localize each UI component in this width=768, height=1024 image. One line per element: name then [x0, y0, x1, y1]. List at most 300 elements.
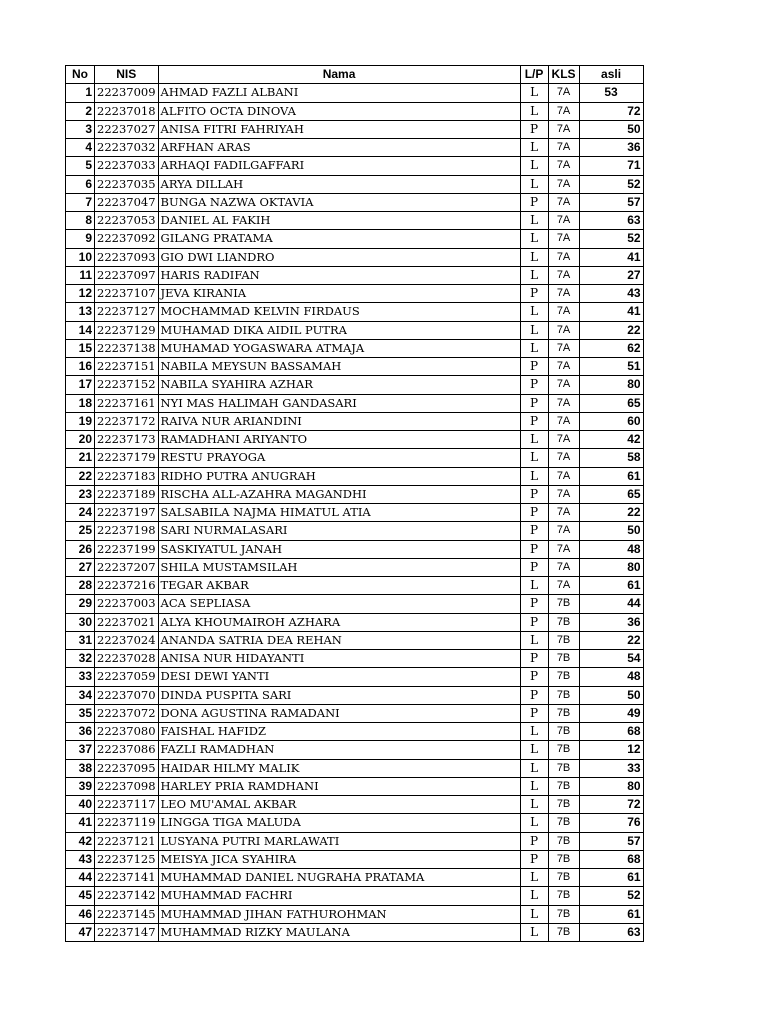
- cell-no: 2: [66, 102, 95, 120]
- cell-nama: MEISYA JICA SYAHIRA: [158, 850, 520, 868]
- cell-no: 32: [66, 650, 95, 668]
- table-row: [66, 814, 644, 832]
- table-row: [66, 577, 644, 595]
- cell-no: 38: [66, 759, 95, 777]
- table-row: [66, 558, 644, 576]
- cell-nama: BUNGA NAZWA OKTAVIA: [158, 193, 520, 211]
- cell-lp: P: [520, 504, 548, 522]
- table-row: [66, 905, 644, 923]
- cell-lp: L: [520, 869, 548, 887]
- cell-asli: 41: [579, 303, 643, 321]
- cell-nis: 22237151: [95, 358, 159, 376]
- table-row: [66, 540, 644, 558]
- cell-asli: 22: [579, 504, 643, 522]
- cell-lp: L: [520, 577, 548, 595]
- cell-nis: 22237121: [95, 832, 159, 850]
- cell-kls: 7A: [548, 449, 579, 467]
- cell-asli: 53: [579, 84, 643, 102]
- cell-asli: 50: [579, 120, 643, 138]
- cell-nama: MUHAMMAD DANIEL NUGRAHA PRATAMA: [158, 869, 520, 887]
- table-row: [66, 303, 644, 321]
- cell-nama: SHILA MUSTAMSILAH: [158, 558, 520, 576]
- header-row: [66, 66, 644, 84]
- cell-no: 6: [66, 175, 95, 193]
- cell-asli: 22: [579, 321, 643, 339]
- cell-no: 47: [66, 923, 95, 941]
- cell-nis: 22237059: [95, 668, 159, 686]
- cell-asli: 44: [579, 595, 643, 613]
- cell-asli: 57: [579, 832, 643, 850]
- cell-lp: L: [520, 339, 548, 357]
- student-score-table: [65, 65, 644, 942]
- cell-no: 44: [66, 869, 95, 887]
- cell-nis: 22237070: [95, 686, 159, 704]
- cell-no: 19: [66, 412, 95, 430]
- cell-no: 13: [66, 303, 95, 321]
- cell-no: 45: [66, 887, 95, 905]
- cell-lp: P: [520, 193, 548, 211]
- cell-lp: L: [520, 814, 548, 832]
- cell-lp: L: [520, 266, 548, 284]
- cell-lp: P: [520, 613, 548, 631]
- cell-no: 30: [66, 613, 95, 631]
- cell-asli: 60: [579, 412, 643, 430]
- cell-nis: 22237097: [95, 266, 159, 284]
- cell-kls: 7B: [548, 723, 579, 741]
- cell-nama: HARLEY PRIA RAMDHANI: [158, 777, 520, 795]
- cell-kls: 7B: [548, 668, 579, 686]
- header-nis: NIS: [95, 66, 159, 84]
- cell-nama: ANISA FITRI FAHRIYAH: [158, 120, 520, 138]
- cell-nama: JEVA KIRANIA: [158, 285, 520, 303]
- cell-lp: P: [520, 540, 548, 558]
- cell-asli: 50: [579, 522, 643, 540]
- cell-asli: 72: [579, 796, 643, 814]
- table-row: [66, 485, 644, 503]
- cell-asli: 36: [579, 139, 643, 157]
- cell-kls: 7A: [548, 376, 579, 394]
- cell-nis: 22237147: [95, 923, 159, 941]
- table-row: [66, 449, 644, 467]
- cell-asli: 63: [579, 212, 643, 230]
- cell-nis: 22237183: [95, 467, 159, 485]
- cell-lp: L: [520, 431, 548, 449]
- table-row: [66, 120, 644, 138]
- cell-nis: 22237161: [95, 394, 159, 412]
- cell-kls: 7B: [548, 777, 579, 795]
- cell-no: 46: [66, 905, 95, 923]
- cell-kls: 7A: [548, 412, 579, 430]
- cell-no: 23: [66, 485, 95, 503]
- cell-lp: L: [520, 467, 548, 485]
- cell-kls: 7A: [548, 522, 579, 540]
- cell-no: 14: [66, 321, 95, 339]
- cell-asli: 33: [579, 759, 643, 777]
- cell-asli: 72: [579, 102, 643, 120]
- cell-lp: P: [520, 704, 548, 722]
- cell-asli: 43: [579, 285, 643, 303]
- cell-nis: 22237145: [95, 905, 159, 923]
- cell-no: 43: [66, 850, 95, 868]
- cell-lp: L: [520, 230, 548, 248]
- cell-nama: NYI MAS HALIMAH GANDASARI: [158, 394, 520, 412]
- cell-lp: P: [520, 394, 548, 412]
- cell-kls: 7B: [548, 832, 579, 850]
- cell-asli: 65: [579, 394, 643, 412]
- cell-nama: RAMADHANI ARIYANTO: [158, 431, 520, 449]
- cell-asli: 62: [579, 339, 643, 357]
- cell-nama: SASKIYATUL JANAH: [158, 540, 520, 558]
- cell-lp: L: [520, 321, 548, 339]
- cell-kls: 7A: [548, 358, 579, 376]
- cell-lp: L: [520, 84, 548, 102]
- cell-asli: 61: [579, 467, 643, 485]
- cell-no: 42: [66, 832, 95, 850]
- cell-nama: RIDHO PUTRA ANUGRAH: [158, 467, 520, 485]
- cell-kls: 7B: [548, 850, 579, 868]
- header-lp: L/P: [520, 66, 548, 84]
- cell-kls: 7B: [548, 741, 579, 759]
- cell-nis: 22237028: [95, 650, 159, 668]
- cell-kls: 7A: [548, 504, 579, 522]
- table-row: [66, 321, 644, 339]
- cell-nama: MUHAMAD YOGASWARA ATMAJA: [158, 339, 520, 357]
- cell-nama: FAISHAL HAFIDZ: [158, 723, 520, 741]
- cell-no: 21: [66, 449, 95, 467]
- cell-kls: 7A: [548, 248, 579, 266]
- cell-kls: 7B: [548, 796, 579, 814]
- cell-nama: FAZLI RAMADHAN: [158, 741, 520, 759]
- cell-no: 12: [66, 285, 95, 303]
- cell-kls: 7B: [548, 814, 579, 832]
- cell-no: 35: [66, 704, 95, 722]
- cell-lp: P: [520, 558, 548, 576]
- cell-asli: 41: [579, 248, 643, 266]
- cell-nama: MUHAMAD DIKA AIDIL PUTRA: [158, 321, 520, 339]
- cell-asli: 27: [579, 266, 643, 284]
- cell-kls: 7A: [548, 485, 579, 503]
- cell-nama: LINGGA TIGA MALUDA: [158, 814, 520, 832]
- cell-nama: MUHAMMAD RIZKY MAULANA: [158, 923, 520, 941]
- cell-nis: 22237152: [95, 376, 159, 394]
- cell-nis: 22237009: [95, 84, 159, 102]
- cell-nama: ALYA KHOUMAIROH AZHARA: [158, 613, 520, 631]
- cell-nis: 22237072: [95, 704, 159, 722]
- cell-asli: 48: [579, 668, 643, 686]
- cell-nis: 22237141: [95, 869, 159, 887]
- cell-nama: ALFITO OCTA DINOVA: [158, 102, 520, 120]
- cell-no: 33: [66, 668, 95, 686]
- cell-asli: 52: [579, 230, 643, 248]
- table-row: [66, 923, 644, 941]
- table-row: [66, 686, 644, 704]
- cell-kls: 7A: [548, 467, 579, 485]
- cell-no: 37: [66, 741, 95, 759]
- cell-nis: 22237198: [95, 522, 159, 540]
- cell-no: 3: [66, 120, 95, 138]
- cell-kls: 7B: [548, 923, 579, 941]
- cell-kls: 7A: [548, 102, 579, 120]
- cell-asli: 50: [579, 686, 643, 704]
- cell-lp: L: [520, 212, 548, 230]
- cell-asli: 58: [579, 449, 643, 467]
- cell-nis: 22237098: [95, 777, 159, 795]
- cell-lp: P: [520, 522, 548, 540]
- cell-nis: 22237095: [95, 759, 159, 777]
- cell-nis: 22237024: [95, 631, 159, 649]
- cell-asli: 61: [579, 869, 643, 887]
- cell-kls: 7B: [548, 704, 579, 722]
- table-row: [66, 230, 644, 248]
- table-row: [66, 613, 644, 631]
- cell-nama: SALSABILA NAJMA HIMATUL ATIA: [158, 504, 520, 522]
- cell-nama: HARIS RADIFAN: [158, 266, 520, 284]
- cell-nis: 22237047: [95, 193, 159, 211]
- cell-nis: 22237129: [95, 321, 159, 339]
- cell-nama: RISCHA ALL-AZAHRA MAGANDHI: [158, 485, 520, 503]
- cell-nis: 22237035: [95, 175, 159, 193]
- cell-lp: L: [520, 741, 548, 759]
- cell-lp: P: [520, 358, 548, 376]
- table-row: [66, 741, 644, 759]
- cell-nama: AHMAD FAZLI ALBANI: [158, 84, 520, 102]
- cell-nis: 22237093: [95, 248, 159, 266]
- cell-nis: 22237138: [95, 339, 159, 357]
- cell-kls: 7A: [548, 577, 579, 595]
- cell-asli: 54: [579, 650, 643, 668]
- header-asli: asli: [579, 66, 643, 84]
- cell-no: 17: [66, 376, 95, 394]
- cell-asli: 42: [579, 431, 643, 449]
- cell-kls: 7A: [548, 175, 579, 193]
- cell-no: 40: [66, 796, 95, 814]
- table-row: [66, 84, 644, 102]
- header-no: No: [66, 66, 95, 84]
- cell-nis: 22237119: [95, 814, 159, 832]
- cell-no: 41: [66, 814, 95, 832]
- cell-asli: 48: [579, 540, 643, 558]
- cell-lp: L: [520, 139, 548, 157]
- cell-lp: L: [520, 923, 548, 941]
- cell-nis: 22237207: [95, 558, 159, 576]
- cell-nama: LEO MU'AMAL AKBAR: [158, 796, 520, 814]
- table-row: [66, 777, 644, 795]
- cell-no: 5: [66, 157, 95, 175]
- cell-nis: 22237003: [95, 595, 159, 613]
- table-row: [66, 157, 644, 175]
- cell-no: 9: [66, 230, 95, 248]
- cell-nis: 22237033: [95, 157, 159, 175]
- cell-nama: ARFHAN ARAS: [158, 139, 520, 157]
- cell-no: 22: [66, 467, 95, 485]
- table-row: [66, 339, 644, 357]
- table-row: [66, 887, 644, 905]
- table-row: [66, 704, 644, 722]
- table-row: [66, 467, 644, 485]
- cell-asli: 80: [579, 777, 643, 795]
- cell-no: 4: [66, 139, 95, 157]
- table-row: [66, 175, 644, 193]
- cell-lp: P: [520, 832, 548, 850]
- cell-kls: 7A: [548, 84, 579, 102]
- cell-nama: ARYA DILLAH: [158, 175, 520, 193]
- cell-nama: TEGAR AKBAR: [158, 577, 520, 595]
- table-row: [66, 832, 644, 850]
- cell-no: 7: [66, 193, 95, 211]
- table-row: [66, 212, 644, 230]
- cell-nama: DESI DEWI YANTI: [158, 668, 520, 686]
- cell-nama: DINDA PUSPITA SARI: [158, 686, 520, 704]
- cell-no: 8: [66, 212, 95, 230]
- cell-lp: L: [520, 887, 548, 905]
- cell-no: 26: [66, 540, 95, 558]
- table-row: [66, 102, 644, 120]
- cell-nis: 22237125: [95, 850, 159, 868]
- cell-no: 15: [66, 339, 95, 357]
- cell-nama: DANIEL AL FAKIH: [158, 212, 520, 230]
- cell-asli: 80: [579, 558, 643, 576]
- cell-no: 27: [66, 558, 95, 576]
- cell-nis: 22237189: [95, 485, 159, 503]
- cell-lp: P: [520, 285, 548, 303]
- cell-nis: 22237199: [95, 540, 159, 558]
- table-row: [66, 412, 644, 430]
- cell-asli: 52: [579, 887, 643, 905]
- cell-nis: 22237080: [95, 723, 159, 741]
- table-row: [66, 595, 644, 613]
- cell-nis: 22237032: [95, 139, 159, 157]
- table-row: [66, 248, 644, 266]
- cell-kls: 7A: [548, 266, 579, 284]
- table-row: [66, 631, 644, 649]
- table-row: [66, 522, 644, 540]
- cell-lp: P: [520, 850, 548, 868]
- cell-kls: 7A: [548, 157, 579, 175]
- cell-lp: L: [520, 631, 548, 649]
- cell-lp: P: [520, 686, 548, 704]
- cell-nis: 22237021: [95, 613, 159, 631]
- cell-nis: 22237086: [95, 741, 159, 759]
- cell-nama: MUHAMMAD JIHAN FATHUROHMAN: [158, 905, 520, 923]
- cell-asli: 68: [579, 850, 643, 868]
- cell-kls: 7A: [548, 212, 579, 230]
- cell-kls: 7A: [548, 431, 579, 449]
- cell-kls: 7B: [548, 759, 579, 777]
- cell-no: 34: [66, 686, 95, 704]
- cell-nis: 22237172: [95, 412, 159, 430]
- cell-lp: L: [520, 303, 548, 321]
- cell-kls: 7B: [548, 650, 579, 668]
- cell-asli: 71: [579, 157, 643, 175]
- cell-no: 20: [66, 431, 95, 449]
- cell-nama: RAIVA NUR ARIANDINI: [158, 412, 520, 430]
- cell-nis: 22237216: [95, 577, 159, 595]
- cell-asli: 51: [579, 358, 643, 376]
- cell-nama: GILANG PRATAMA: [158, 230, 520, 248]
- cell-kls: 7A: [548, 139, 579, 157]
- cell-no: 39: [66, 777, 95, 795]
- cell-lp: L: [520, 157, 548, 175]
- cell-kls: 7A: [548, 339, 579, 357]
- cell-nis: 22237197: [95, 504, 159, 522]
- cell-asli: 63: [579, 923, 643, 941]
- cell-nama: GIO DWI LIANDRO: [158, 248, 520, 266]
- cell-lp: L: [520, 449, 548, 467]
- cell-nis: 22237127: [95, 303, 159, 321]
- table-row: [66, 193, 644, 211]
- cell-asli: 61: [579, 905, 643, 923]
- cell-kls: 7A: [548, 321, 579, 339]
- cell-no: 28: [66, 577, 95, 595]
- cell-nama: ACA SEPLIASA: [158, 595, 520, 613]
- cell-nis: 22237092: [95, 230, 159, 248]
- table-row: [66, 139, 644, 157]
- table-row: [66, 431, 644, 449]
- cell-no: 29: [66, 595, 95, 613]
- cell-kls: 7A: [548, 230, 579, 248]
- table-row: [66, 723, 644, 741]
- cell-nama: NABILA SYAHIRA AZHAR: [158, 376, 520, 394]
- cell-nama: ANISA NUR HIDAYANTI: [158, 650, 520, 668]
- cell-asli: 52: [579, 175, 643, 193]
- table-row: [66, 285, 644, 303]
- table-row: [66, 650, 644, 668]
- cell-lp: L: [520, 759, 548, 777]
- cell-lp: L: [520, 796, 548, 814]
- table-row: [66, 376, 644, 394]
- cell-no: 18: [66, 394, 95, 412]
- cell-asli: 61: [579, 577, 643, 595]
- cell-nama: ARHAQI FADILGAFFARI: [158, 157, 520, 175]
- table-row: [66, 394, 644, 412]
- cell-asli: 65: [579, 485, 643, 503]
- cell-lp: L: [520, 102, 548, 120]
- cell-lp: L: [520, 777, 548, 795]
- cell-kls: 7A: [548, 394, 579, 412]
- cell-kls: 7B: [548, 869, 579, 887]
- cell-kls: 7A: [548, 285, 579, 303]
- cell-nama: HAIDAR HILMY MALIK: [158, 759, 520, 777]
- cell-lp: L: [520, 723, 548, 741]
- cell-asli: 36: [579, 613, 643, 631]
- table-row: [66, 504, 644, 522]
- cell-nis: 22237107: [95, 285, 159, 303]
- cell-lp: P: [520, 485, 548, 503]
- cell-nama: ANANDA SATRIA DEA REHAN: [158, 631, 520, 649]
- cell-nama: NABILA MEYSUN BASSAMAH: [158, 358, 520, 376]
- cell-no: 10: [66, 248, 95, 266]
- cell-nama: DONA AGUSTINA RAMADANI: [158, 704, 520, 722]
- header-nama: Nama: [158, 66, 520, 84]
- cell-kls: 7B: [548, 595, 579, 613]
- cell-nama: SARI NURMALASARI: [158, 522, 520, 540]
- cell-nis: 22237179: [95, 449, 159, 467]
- cell-no: 25: [66, 522, 95, 540]
- cell-no: 31: [66, 631, 95, 649]
- cell-kls: 7B: [548, 631, 579, 649]
- cell-lp: L: [520, 248, 548, 266]
- cell-lp: L: [520, 175, 548, 193]
- cell-no: 16: [66, 358, 95, 376]
- cell-lp: P: [520, 650, 548, 668]
- cell-kls: 7A: [548, 303, 579, 321]
- cell-kls: 7A: [548, 558, 579, 576]
- table-row: [66, 358, 644, 376]
- cell-kls: 7A: [548, 120, 579, 138]
- cell-nama: MOCHAMMAD KELVIN FIRDAUS: [158, 303, 520, 321]
- table-row: [66, 266, 644, 284]
- cell-lp: P: [520, 595, 548, 613]
